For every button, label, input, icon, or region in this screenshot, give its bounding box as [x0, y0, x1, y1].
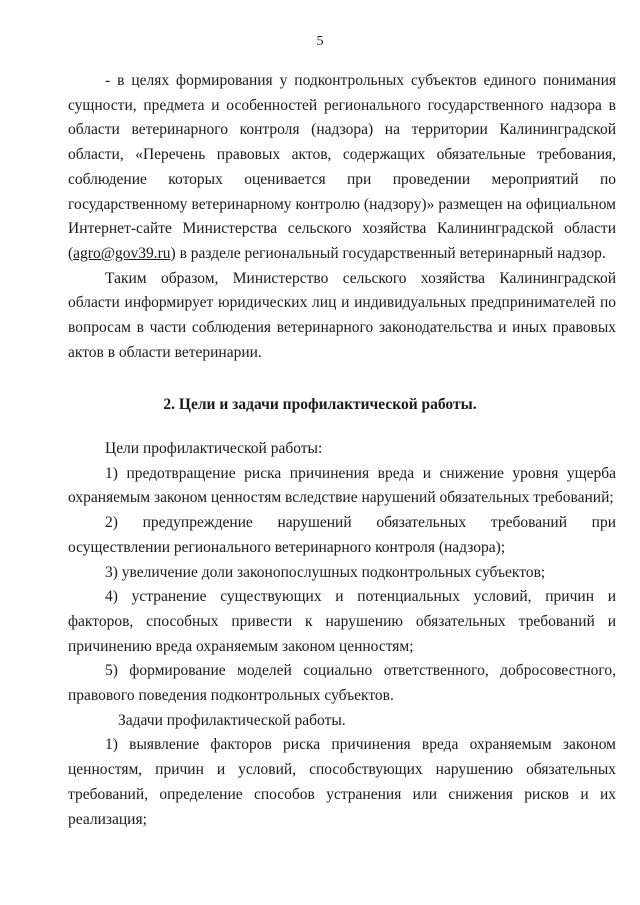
section-heading: 2. Цели и задачи профилактической работы. — [163, 396, 477, 413]
intro-block — [68, 69, 616, 365]
goals-title: Цели профилактической работы: — [105, 440, 323, 457]
intro-paragraph-1-tail: ) в разделе региональный государственный ветеринарный надзор. — [170, 244, 606, 262]
goal-item: 5) формирование моделей социально ответственного, добросовестного, правового поведения подконтрольных субъектов. — [68, 662, 616, 705]
intro-paragraph-1-text: - в целях формирования у подконтрольных субъектов единого понимания сущности, предмета и особенностей регионального государственного надзора в области ветеринарного контроля (надзора) на территории Калининградской области, «Перечень правовых актов, содержащих обязательные требования, соблюдение которых оценивается при проведении мероприятий по государственному ветеринарному контролю (надзору)» размещен на официальном Интернет-сайте Министерства сельского хозяйства Калининградской области ( — [68, 72, 616, 262]
intro-paragraph-2: Таким образом, Министерство сельского хозяйства Калининградской области информирует юридических лиц и индивидуальных предпринимателей по вопросам в части соблюдения ветеринарного законодательства и иных правовых актов в области ветеринарии. — [68, 269, 616, 361]
goal-item: 2) предупреждение нарушений обязательных требований при осуществлении регионального ветеринарного контроля (надзора); — [68, 514, 616, 556]
goal-item: 4) устранение существующих и потенциальных условий, причин и факторов, способных привести к нарушению обязательных требований и причинению вреда охраняемым законом ценностям; — [68, 588, 616, 655]
goals-and-tasks-block — [68, 437, 616, 832]
page-number: 5 — [316, 34, 324, 49]
goal-item: 1) предотвращение риска причинения вреда и снижение уровня ущерба охраняемым законом ценностям вследствие нарушений обязательных требований; — [68, 464, 616, 507]
goal-item: 3) увеличение доли законопослушных подконтрольных субъектов; — [105, 563, 546, 581]
tasks-title: Задачи профилактической работы. — [118, 711, 346, 729]
task-item: 1) выявление факторов риска причинения вреда охраняемым законом ценностям, причин и условий, способствующих нарушению обязательных требований, определение способов устранения или снижения рисков и их реализация; — [68, 736, 616, 828]
ministry-site-link[interactable]: agro@gov39.ru — [73, 244, 171, 262]
intro-paragraph-1 — [68, 69, 616, 267]
